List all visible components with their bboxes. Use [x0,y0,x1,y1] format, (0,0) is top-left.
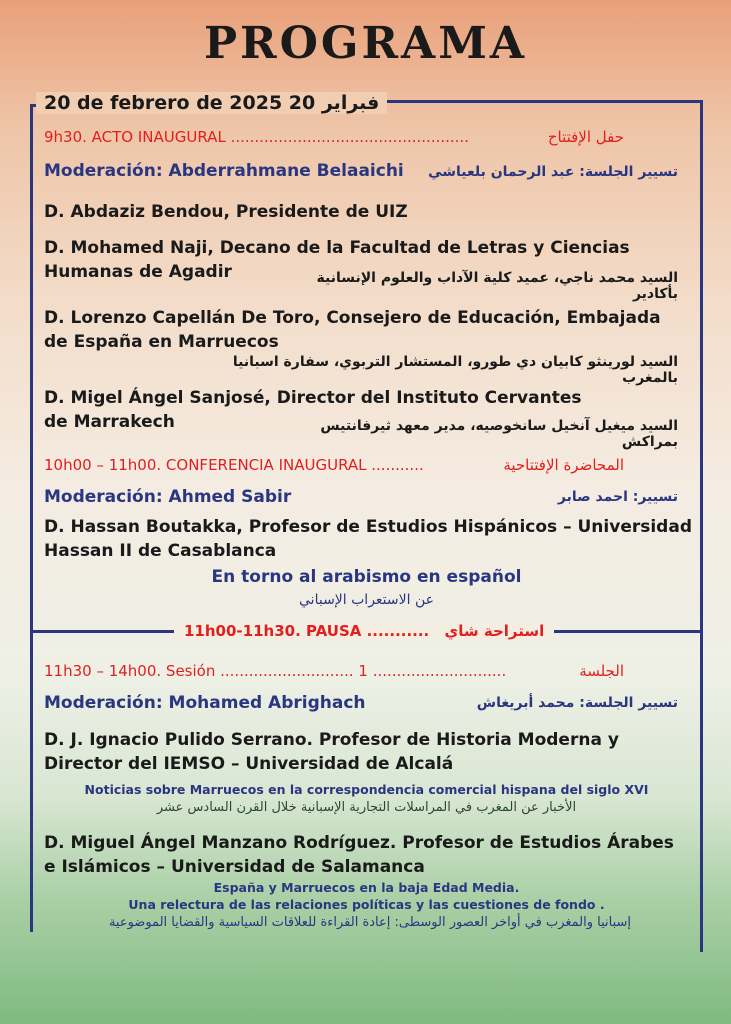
speaker-es: D. Abdaziz Bendou, Presidente de UIZ [44,202,408,222]
pause-label [174,622,554,640]
frame-top-right [335,100,703,103]
inaugural-moderation: Moderación: Abderrahmane Belaaichi [44,161,404,181]
session-speaker-1: D. J. Ignacio Pulido Serrano. Profesor de Historia Moderna y Director del IEMSO – Universidad de Alcalá [44,730,619,774]
frame-right-lower [700,632,703,952]
conference-moderation: Moderación: Ahmed Sabir [44,487,292,507]
conference-topic: En torno al arabismo en español [211,567,522,587]
session-topic-2-line2: Una relectura de las relaciones políticas y las cuestiones de fondo . [128,897,605,912]
speaker-es: D. Mohamed Naji, Decano de la Facultad de Letras y Ciencias Humanas de Agadir [44,238,630,282]
speaker-ar: السيد محمد ناجي، عميد كلية الآداب والعلوم الإنسانية بأكادير [316,270,678,302]
session-moderation-ar: تسيير الجلسة: محمد أبريغاش [476,695,678,711]
frame-right-upper [700,100,703,630]
session-topic-1-ar: الأخبار عن المغرب في المراسلات التجارية الإسبانية خلال القرن السادس عشر [156,800,577,815]
page-title: PROGRAMA [203,18,528,69]
session-topic-2-ar: إسبانيا والمغرب في أواخر العصور الوسطى: إعادة القراءة للعلاقات السياسية والقضايا الموضوعية [108,915,632,930]
pause-label-ar: استراحة شاي [444,622,545,640]
inaugural-time: 9h30. ACTO INAUGURAL .................................................. [44,128,469,146]
session-speaker-2: D. Miguel Ángel Manzano Rodríguez. Profesor de Estudios Árabes e Islámicos – Universidad de Salamanca [44,833,674,877]
conference-time: 10h00 – 11h00. CONFERENCIA INAUGURAL ........... [44,456,424,474]
conference-speaker: D. Hassan Boutakka, Profesor de Estudios Hispánicos – Universidad Hassan II de Casablanca [44,517,692,561]
speaker-es: D. Migel Ángel Sanjosé, Director del Instituto Cervantes de Marrakech [44,388,582,432]
frame-left-upper [30,105,33,630]
conference-label-ar: المحاضرة الإفتتاحية [503,456,624,474]
session-moderation: Moderación: Mohamed Abrighach [44,693,366,713]
session-topic-2-line1: España y Marruecos en la baja Edad Media. [213,880,520,895]
speaker-ar: السيد لورينثو كابيان دي طورو، المستشار التربوي، سفارة اسبانيا بالمغرب [232,354,678,386]
pause-time: 11h00-11h30. PAUSA ........... [184,622,430,640]
session-topic-1: Noticias sobre Marruecos en la correspondencia comercial hispana del siglo XVI [84,782,649,797]
conference-topic-ar: عن الاستعراب الإسباني [299,592,434,608]
inaugural-label-ar: حفل الإفتتاح [547,128,624,146]
session-label-ar: الجلسة [579,662,624,680]
speaker-ar: السيد ميغيل آنخيل سانخوصيه، مدير معهد ثيرفانتيس بمراكش [320,418,678,450]
conference-moderation-ar: تسيير: احمد صابر [557,489,678,505]
speaker-es: D. Lorenzo Capellán De Toro, Consejero de Educación, Embajada de España en Marruecos [44,308,661,352]
event-date: 20 de febrero de 2025 20 فبراير [36,92,387,114]
session-time: 11h30 – 14h00. Sesión ............................ 1 ............................ [44,662,507,680]
inaugural-moderation-ar: تسيير الجلسة: عبد الرحمان بلعياشي [428,164,678,180]
